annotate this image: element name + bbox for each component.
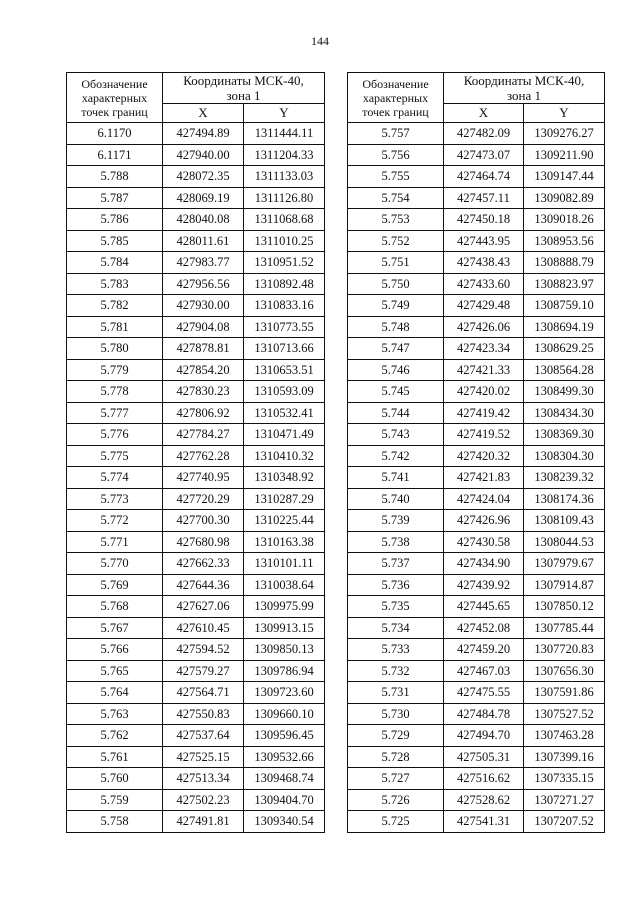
table-row <box>67 123 325 145</box>
x-coordinate-cell: 427983.77 <box>163 252 244 274</box>
point-id-cell: 5.726 <box>348 789 444 811</box>
table-row <box>348 166 605 188</box>
y-coordinate-cell: 1309913.15 <box>244 617 325 639</box>
x-coordinate-cell: 427644.36 <box>163 574 244 596</box>
table-row <box>67 682 325 704</box>
table-row <box>67 252 325 274</box>
point-id-cell: 5.751 <box>348 252 444 274</box>
x-coordinate-cell: 427421.83 <box>444 467 524 489</box>
coordinates-table-left <box>66 72 325 833</box>
x-coordinate-cell: 427450.18 <box>444 209 524 231</box>
designation-header-line: характерных <box>81 90 148 105</box>
designation-header-line: Обозначение <box>81 76 148 91</box>
point-id-cell: 5.745 <box>348 381 444 403</box>
point-id-cell: 5.741 <box>348 467 444 489</box>
table-row <box>348 746 605 768</box>
x-coordinate-cell: 427528.62 <box>444 789 524 811</box>
x-coordinate-cell: 427421.33 <box>444 359 524 381</box>
x-coordinate-cell: 427564.71 <box>163 682 244 704</box>
designation-header <box>67 73 163 123</box>
x-coordinate-cell: 427662.33 <box>163 553 244 575</box>
x-coordinate-cell: 428040.08 <box>163 209 244 231</box>
x-coordinate-cell: 427627.06 <box>163 596 244 618</box>
table-row <box>67 789 325 811</box>
x-coordinate-cell: 427502.23 <box>163 789 244 811</box>
point-id-cell: 5.774 <box>67 467 163 489</box>
x-coordinate-cell: 427516.62 <box>444 768 524 790</box>
point-id-cell: 5.777 <box>67 402 163 424</box>
x-coordinate-cell: 427930.00 <box>163 295 244 317</box>
table-row <box>348 574 605 596</box>
x-coordinate-cell: 427494.89 <box>163 123 244 145</box>
x-coordinate-cell: 427457.11 <box>444 187 524 209</box>
table-row <box>348 273 605 295</box>
table-row <box>67 316 325 338</box>
point-id-cell: 5.757 <box>348 123 444 145</box>
y-coordinate-cell: 1307271.27 <box>524 789 605 811</box>
y-coordinate-cell: 1307463.28 <box>524 725 605 747</box>
point-id-cell: 6.1171 <box>67 144 163 166</box>
x-coordinate-cell: 427452.08 <box>444 617 524 639</box>
y-coordinate-cell: 1310833.16 <box>244 295 325 317</box>
table-row <box>67 725 325 747</box>
y-coordinate-cell: 1308759.10 <box>524 295 605 317</box>
y-coordinate-cell: 1308239.32 <box>524 467 605 489</box>
page-number: 144 <box>311 34 329 48</box>
y-coordinate-cell: 1311204.33 <box>244 144 325 166</box>
table-row <box>348 510 605 532</box>
y-coordinate-cell: 1308109.43 <box>524 510 605 532</box>
point-id-cell: 5.735 <box>348 596 444 618</box>
table-row <box>348 639 605 661</box>
point-id-cell: 5.739 <box>348 510 444 532</box>
table-row <box>67 187 325 209</box>
point-id-cell: 5.729 <box>348 725 444 747</box>
x-coordinate-cell: 427445.65 <box>444 596 524 618</box>
table-row <box>67 660 325 682</box>
x-coordinate-cell: 427854.20 <box>163 359 244 381</box>
x-coordinate-cell: 427806.92 <box>163 402 244 424</box>
table-row <box>67 381 325 403</box>
x-coordinate-cell: 427680.98 <box>163 531 244 553</box>
designation-header-line: точек границ <box>81 104 148 119</box>
point-id-cell: 5.734 <box>348 617 444 639</box>
y-coordinate-cell: 1310773.55 <box>244 316 325 338</box>
table-row <box>67 209 325 231</box>
point-id-cell: 5.748 <box>348 316 444 338</box>
x-header: X <box>163 104 244 123</box>
table-row <box>348 596 605 618</box>
y-coordinate-cell: 1310951.52 <box>244 252 325 274</box>
y-coordinate-cell: 1307335.15 <box>524 768 605 790</box>
point-id-cell: 5.736 <box>348 574 444 596</box>
x-coordinate-cell: 427740.95 <box>163 467 244 489</box>
y-coordinate-cell: 1309532.66 <box>244 746 325 768</box>
y-coordinate-cell: 1309975.99 <box>244 596 325 618</box>
y-header: Y <box>244 104 325 123</box>
table-row <box>67 746 325 768</box>
point-id-cell: 5.731 <box>348 682 444 704</box>
point-id-cell: 5.737 <box>348 553 444 575</box>
coordinates-table-right <box>347 72 605 833</box>
table-row <box>348 230 605 252</box>
designation-header <box>348 73 444 123</box>
table-row <box>67 617 325 639</box>
y-coordinate-cell: 1310348.92 <box>244 467 325 489</box>
y-coordinate-cell: 1309211.90 <box>524 144 605 166</box>
y-coordinate-cell: 1310038.64 <box>244 574 325 596</box>
y-coordinate-cell: 1307850.12 <box>524 596 605 618</box>
point-id-cell: 5.725 <box>348 811 444 833</box>
y-coordinate-cell: 1307399.16 <box>524 746 605 768</box>
y-coordinate-cell: 1311133.03 <box>244 166 325 188</box>
point-id-cell: 5.776 <box>67 424 163 446</box>
table-row <box>67 488 325 510</box>
x-coordinate-cell: 427434.90 <box>444 553 524 575</box>
table-row <box>348 123 605 145</box>
point-id-cell: 5.732 <box>348 660 444 682</box>
table-row <box>348 359 605 381</box>
point-id-cell: 5.759 <box>67 789 163 811</box>
y-coordinate-cell: 1308694.19 <box>524 316 605 338</box>
x-coordinate-cell: 427940.00 <box>163 144 244 166</box>
x-coordinate-cell: 427424.04 <box>444 488 524 510</box>
x-coordinate-cell: 427464.74 <box>444 166 524 188</box>
y-coordinate-cell: 1307785.44 <box>524 617 605 639</box>
table-row <box>67 424 325 446</box>
y-coordinate-cell: 1308953.56 <box>524 230 605 252</box>
y-coordinate-cell: 1307979.67 <box>524 553 605 575</box>
point-id-cell: 5.756 <box>348 144 444 166</box>
point-id-cell: 5.782 <box>67 295 163 317</box>
y-coordinate-cell: 1308304.30 <box>524 445 605 467</box>
y-coordinate-cell: 1307656.30 <box>524 660 605 682</box>
table-row <box>67 811 325 833</box>
table-row <box>67 273 325 295</box>
point-id-cell: 5.765 <box>67 660 163 682</box>
x-coordinate-cell: 427491.81 <box>163 811 244 833</box>
table-row <box>67 144 325 166</box>
table-row <box>67 230 325 252</box>
y-coordinate-cell: 1308174.36 <box>524 488 605 510</box>
table-row <box>348 811 605 833</box>
y-coordinate-cell: 1310101.11 <box>244 553 325 575</box>
y-coordinate-cell: 1310532.41 <box>244 402 325 424</box>
point-id-cell: 5.755 <box>348 166 444 188</box>
table-row <box>348 381 605 403</box>
point-id-cell: 5.738 <box>348 531 444 553</box>
y-coordinate-cell: 1308564.28 <box>524 359 605 381</box>
point-id-cell: 5.763 <box>67 703 163 725</box>
x-coordinate-cell: 427419.52 <box>444 424 524 446</box>
x-coordinate-cell: 427830.23 <box>163 381 244 403</box>
table-row <box>348 488 605 510</box>
y-coordinate-cell: 1310225.44 <box>244 510 325 532</box>
point-id-cell: 5.787 <box>67 187 163 209</box>
x-coordinate-cell: 427610.45 <box>163 617 244 639</box>
x-coordinate-cell: 427594.52 <box>163 639 244 661</box>
point-id-cell: 5.752 <box>348 230 444 252</box>
x-coordinate-cell: 427484.78 <box>444 703 524 725</box>
table-row <box>348 144 605 166</box>
table-row <box>67 531 325 553</box>
y-coordinate-cell: 1309147.44 <box>524 166 605 188</box>
y-coordinate-cell: 1309082.89 <box>524 187 605 209</box>
y-coordinate-cell: 1310471.49 <box>244 424 325 446</box>
y-coordinate-cell: 1307207.52 <box>524 811 605 833</box>
coordinates-header <box>444 73 605 104</box>
x-coordinate-cell: 427513.34 <box>163 768 244 790</box>
table-row <box>348 187 605 209</box>
designation-header-line: характерных <box>362 90 429 105</box>
coordinates-header <box>163 73 325 104</box>
x-coordinate-cell: 427784.27 <box>163 424 244 446</box>
point-id-cell: 5.743 <box>348 424 444 446</box>
y-coordinate-cell: 1311126.80 <box>244 187 325 209</box>
table-row <box>348 316 605 338</box>
y-coordinate-cell: 1309723.60 <box>244 682 325 704</box>
point-id-cell: 5.769 <box>67 574 163 596</box>
point-id-cell: 5.764 <box>67 682 163 704</box>
point-id-cell: 5.785 <box>67 230 163 252</box>
y-coordinate-cell: 1307527.52 <box>524 703 605 725</box>
coordinates-header-line: зона 1 <box>506 88 542 103</box>
table-row <box>67 553 325 575</box>
x-coordinate-cell: 427494.70 <box>444 725 524 747</box>
table-row <box>348 553 605 575</box>
x-coordinate-cell: 427438.43 <box>444 252 524 274</box>
table-row <box>67 703 325 725</box>
point-id-cell: 5.742 <box>348 445 444 467</box>
table-row <box>348 402 605 424</box>
x-coordinate-cell: 427550.83 <box>163 703 244 725</box>
x-coordinate-cell: 427904.08 <box>163 316 244 338</box>
y-coordinate-cell: 1309340.54 <box>244 811 325 833</box>
point-id-cell: 5.772 <box>67 510 163 532</box>
x-coordinate-cell: 427525.15 <box>163 746 244 768</box>
point-id-cell: 5.780 <box>67 338 163 360</box>
table-row <box>67 402 325 424</box>
x-coordinate-cell: 427426.06 <box>444 316 524 338</box>
point-id-cell: 5.768 <box>67 596 163 618</box>
point-id-cell: 5.775 <box>67 445 163 467</box>
x-coordinate-cell: 427429.48 <box>444 295 524 317</box>
y-coordinate-cell: 1309018.26 <box>524 209 605 231</box>
point-id-cell: 5.744 <box>348 402 444 424</box>
table-row <box>348 467 605 489</box>
x-coordinate-cell: 427443.95 <box>444 230 524 252</box>
x-coordinate-cell: 427956.56 <box>163 273 244 295</box>
table-row <box>348 209 605 231</box>
y-coordinate-cell: 1310892.48 <box>244 273 325 295</box>
table-row <box>67 166 325 188</box>
y-coordinate-cell: 1308369.30 <box>524 424 605 446</box>
x-coordinate-cell: 427700.30 <box>163 510 244 532</box>
x-coordinate-cell: 427473.07 <box>444 144 524 166</box>
point-id-cell: 5.733 <box>348 639 444 661</box>
y-coordinate-cell: 1309596.45 <box>244 725 325 747</box>
y-coordinate-cell: 1309404.70 <box>244 789 325 811</box>
x-coordinate-cell: 427439.92 <box>444 574 524 596</box>
x-coordinate-cell: 427433.60 <box>444 273 524 295</box>
y-coordinate-cell: 1309276.27 <box>524 123 605 145</box>
coordinates-header-line: Координаты МСК-40, <box>183 73 304 88</box>
table-row <box>348 703 605 725</box>
y-coordinate-cell: 1308823.97 <box>524 273 605 295</box>
point-id-cell: 5.758 <box>67 811 163 833</box>
x-coordinate-cell: 428011.61 <box>163 230 244 252</box>
designation-header-line: точек границ <box>362 104 429 119</box>
table-body-right <box>348 123 605 833</box>
y-coordinate-cell: 1309660.10 <box>244 703 325 725</box>
table-row <box>348 295 605 317</box>
x-coordinate-cell: 427720.29 <box>163 488 244 510</box>
point-id-cell: 5.784 <box>67 252 163 274</box>
point-id-cell: 5.783 <box>67 273 163 295</box>
point-id-cell: 5.770 <box>67 553 163 575</box>
point-id-cell: 5.762 <box>67 725 163 747</box>
x-coordinate-cell: 427430.58 <box>444 531 524 553</box>
point-id-cell: 5.760 <box>67 768 163 790</box>
y-coordinate-cell: 1308499.30 <box>524 381 605 403</box>
x-header: X <box>444 104 524 123</box>
point-id-cell: 5.727 <box>348 768 444 790</box>
y-coordinate-cell: 1310287.29 <box>244 488 325 510</box>
point-id-cell: 5.788 <box>67 166 163 188</box>
y-coordinate-cell: 1310163.38 <box>244 531 325 553</box>
x-coordinate-cell: 427482.09 <box>444 123 524 145</box>
x-coordinate-cell: 427419.42 <box>444 402 524 424</box>
x-coordinate-cell: 427467.03 <box>444 660 524 682</box>
table-row <box>67 596 325 618</box>
x-coordinate-cell: 427475.55 <box>444 682 524 704</box>
y-coordinate-cell: 1310410.32 <box>244 445 325 467</box>
table-row <box>348 682 605 704</box>
point-id-cell: 5.773 <box>67 488 163 510</box>
table-row <box>67 445 325 467</box>
y-header: Y <box>524 104 605 123</box>
table-row <box>67 768 325 790</box>
point-id-cell: 5.740 <box>348 488 444 510</box>
point-id-cell: 5.749 <box>348 295 444 317</box>
x-coordinate-cell: 427426.96 <box>444 510 524 532</box>
point-id-cell: 5.781 <box>67 316 163 338</box>
x-coordinate-cell: 427420.32 <box>444 445 524 467</box>
point-id-cell: 5.761 <box>67 746 163 768</box>
table-row <box>67 639 325 661</box>
x-coordinate-cell: 427459.20 <box>444 639 524 661</box>
y-coordinate-cell: 1311444.11 <box>244 123 325 145</box>
table-body-left <box>67 123 325 833</box>
table-row <box>67 467 325 489</box>
y-coordinate-cell: 1309468.74 <box>244 768 325 790</box>
y-coordinate-cell: 1308044.53 <box>524 531 605 553</box>
table-row <box>67 359 325 381</box>
table-row <box>348 531 605 553</box>
y-coordinate-cell: 1308434.30 <box>524 402 605 424</box>
table-row <box>348 789 605 811</box>
point-id-cell: 5.754 <box>348 187 444 209</box>
point-id-cell: 5.767 <box>67 617 163 639</box>
designation-header-line: Обозначение <box>362 76 429 91</box>
point-id-cell: 6.1170 <box>67 123 163 145</box>
y-coordinate-cell: 1311068.68 <box>244 209 325 231</box>
table-row <box>348 660 605 682</box>
y-coordinate-cell: 1310713.66 <box>244 338 325 360</box>
table-row <box>348 252 605 274</box>
x-coordinate-cell: 427420.02 <box>444 381 524 403</box>
x-coordinate-cell: 427541.31 <box>444 811 524 833</box>
point-id-cell: 5.747 <box>348 338 444 360</box>
y-coordinate-cell: 1309850.13 <box>244 639 325 661</box>
table-row <box>348 617 605 639</box>
table-row <box>67 295 325 317</box>
y-coordinate-cell: 1308888.79 <box>524 252 605 274</box>
y-coordinate-cell: 1310653.51 <box>244 359 325 381</box>
table-row <box>67 574 325 596</box>
table-row <box>67 510 325 532</box>
point-id-cell: 5.728 <box>348 746 444 768</box>
x-coordinate-cell: 428069.19 <box>163 187 244 209</box>
point-id-cell: 5.786 <box>67 209 163 231</box>
y-coordinate-cell: 1308629.25 <box>524 338 605 360</box>
coordinates-header-line: Координаты МСК-40, <box>463 73 585 88</box>
point-id-cell: 5.766 <box>67 639 163 661</box>
x-coordinate-cell: 427878.81 <box>163 338 244 360</box>
point-id-cell: 5.750 <box>348 273 444 295</box>
coordinates-header-line: зона 1 <box>226 88 261 103</box>
table-row <box>348 424 605 446</box>
x-coordinate-cell: 427537.64 <box>163 725 244 747</box>
y-coordinate-cell: 1307914.87 <box>524 574 605 596</box>
x-coordinate-cell: 427505.31 <box>444 746 524 768</box>
point-id-cell: 5.753 <box>348 209 444 231</box>
y-coordinate-cell: 1307720.83 <box>524 639 605 661</box>
point-id-cell: 5.778 <box>67 381 163 403</box>
x-coordinate-cell: 427762.28 <box>163 445 244 467</box>
point-id-cell: 5.779 <box>67 359 163 381</box>
y-coordinate-cell: 1309786.94 <box>244 660 325 682</box>
table-row <box>67 338 325 360</box>
y-coordinate-cell: 1311010.25 <box>244 230 325 252</box>
y-coordinate-cell: 1310593.09 <box>244 381 325 403</box>
point-id-cell: 5.771 <box>67 531 163 553</box>
table-row <box>348 725 605 747</box>
y-coordinate-cell: 1307591.86 <box>524 682 605 704</box>
x-coordinate-cell: 428072.35 <box>163 166 244 188</box>
table-row <box>348 338 605 360</box>
x-coordinate-cell: 427423.34 <box>444 338 524 360</box>
table-row <box>348 445 605 467</box>
x-coordinate-cell: 427579.27 <box>163 660 244 682</box>
point-id-cell: 5.746 <box>348 359 444 381</box>
point-id-cell: 5.730 <box>348 703 444 725</box>
table-row <box>348 768 605 790</box>
